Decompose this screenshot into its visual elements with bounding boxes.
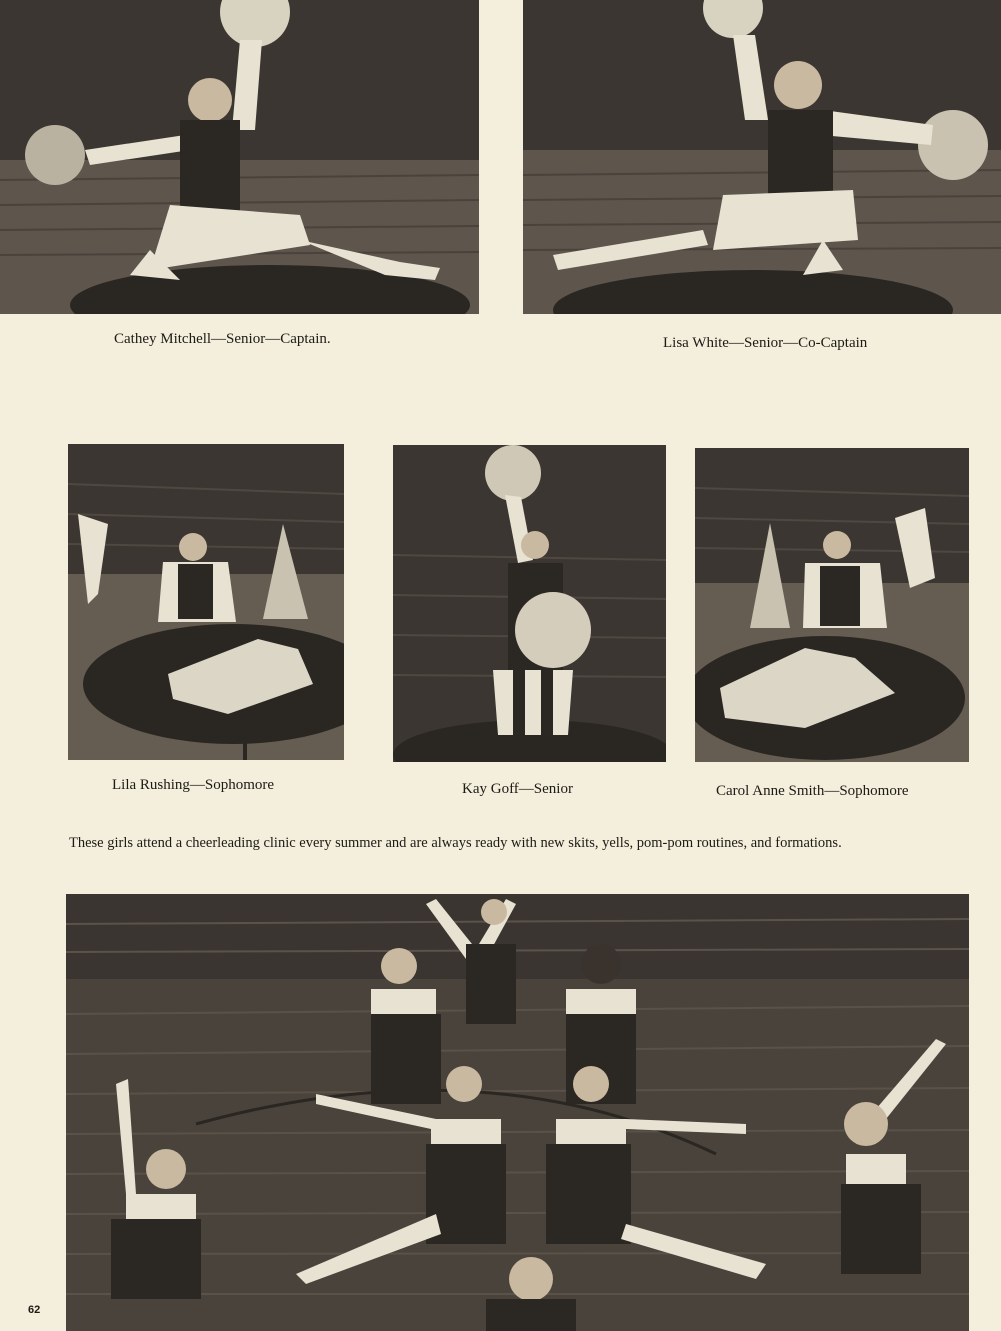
body-paragraph: These girls attend a cheerleading clinic every summer and are always ready with new skits, yells, pom-pom routines, and formations.	[69, 835, 842, 851]
photo-captain	[0, 0, 479, 314]
page-number: 62	[28, 1304, 41, 1316]
caption-captain: Cathey Mitchell—Senior—Captain.	[114, 331, 331, 347]
caption-lila-rushing: Lila Rushing—Sophomore	[112, 777, 275, 793]
photo-co-captain	[523, 0, 1001, 314]
photo-lila-rushing	[68, 444, 344, 760]
caption-kay-goff: Kay Goff—Senior	[462, 781, 573, 797]
photo-carol-anne-smith	[695, 448, 969, 762]
photo-kay-goff	[393, 445, 666, 762]
caption-co-captain: Lisa White—Senior—Co-Captain	[663, 335, 868, 351]
photo-group	[66, 894, 969, 1331]
caption-carol-anne-smith: Carol Anne Smith—Sophomore	[716, 783, 909, 799]
